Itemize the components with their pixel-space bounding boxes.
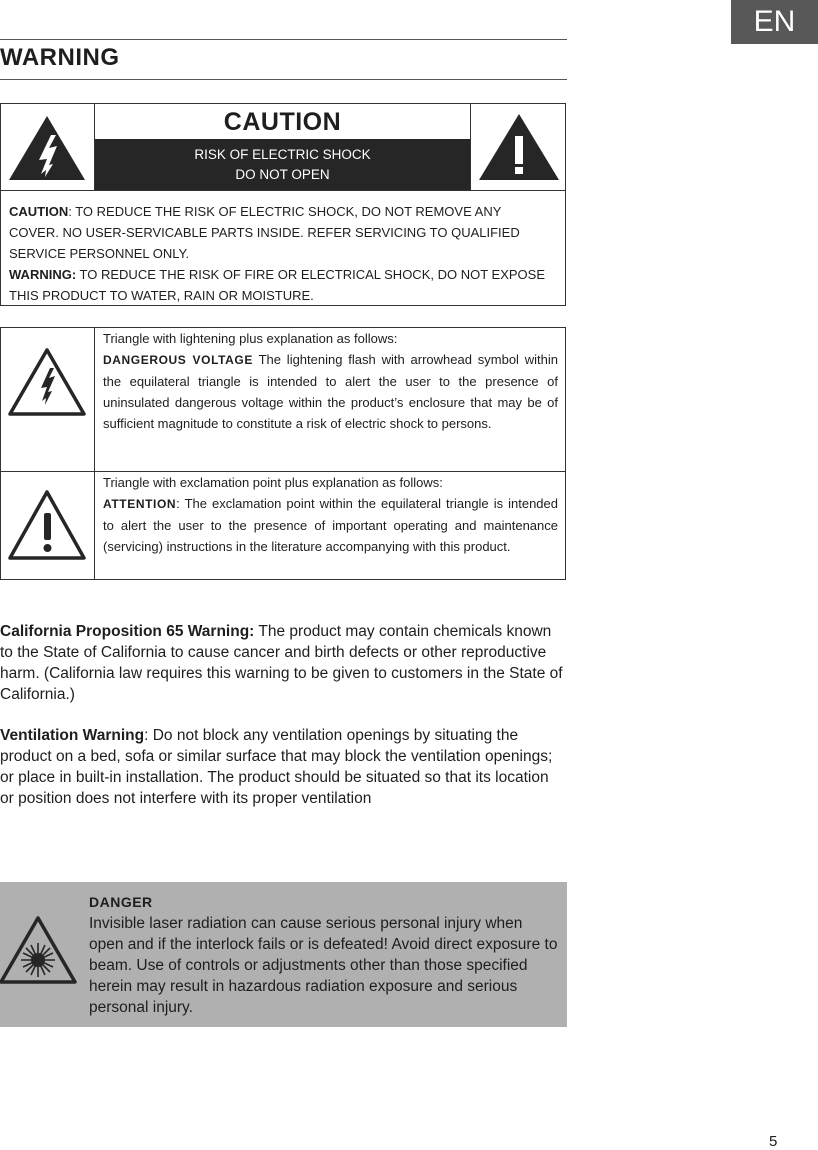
symbol-icon-cell [1,472,95,579]
title-rule-bottom [0,79,567,80]
symbol-table [0,327,566,580]
warning-message: TO REDUCE THE RISK OF FIRE OR ELECTRICAL SHOCK, DO NOT EXPOSE THIS PRODUCT TO WATER, RAIN OR MOISTURE. [9,267,545,303]
caution-heading: CAUTION [223,108,342,136]
caution-subheading-line2: DO NOT OPEN [235,167,330,182]
lightning-triangle-icon [1,328,94,471]
symbol-text-voltage [103,328,558,434]
exclamation-triangle-icon [471,104,566,190]
symbol-label: DANGEROUS VOLTAGE [103,353,253,367]
symbol-row-attention [1,472,565,579]
danger-title: DANGER [89,894,153,910]
ventilation-text: : Do not block any ventilation openings by situating the product on a bed, sofa or similar surface that may block the ventilation openings; or place in built-in installation. The product should be situated so that its location or position does not interfere with its proper ventilation [0,727,553,807]
lightning-triangle-icon [1,104,94,190]
caution-subheading [95,139,470,190]
danger-message: Invisible laser radiation can cause serious personal injury when open and if the interlock fails or is defeated! Avoid direct exposure to beam. Use of controls or adjustments other than those specified herein may result in hazardous radiation exposure and serious personal injury. [89,915,558,1016]
caution-box [0,103,566,306]
symbol-description: : The exclamation point within the equilateral triangle is intended to alert the user to the presence of important operating and maintenance (servicing) instructions in the literature accompanying with this product. [103,496,558,554]
prop65-warning [0,621,565,705]
danger-box [0,882,567,1027]
caution-subheading-line1: RISK OF ELECTRIC SHOCK [194,147,371,162]
prop65-label: California Proposition 65 Warning: [0,623,255,640]
ventilation-warning [0,725,565,809]
symbol-text-attention [103,472,558,557]
caution-right-icon-cell [470,104,566,190]
language-tab: EN [731,0,818,44]
caution-text [9,201,554,306]
symbol-intro: Triangle with exclamation point plus explanation as follows: [103,475,443,490]
warning-label: WARNING: [9,267,77,282]
title-rule-top [0,39,567,40]
page-number: 5 [769,1133,778,1150]
symbol-intro: Triangle with lightening plus explanation as follows: [103,331,398,346]
caution-message: : TO REDUCE THE RISK OF ELECTRIC SHOCK, DO NOT REMOVE ANY COVER. NO USER-SERVICABLE PARTS INSIDE. REFER SERVICING TO QUALIFIED SERVICE PERSONNEL ONLY. [9,204,520,261]
danger-text [89,892,559,1018]
symbol-description: The lightening flash with arrowhead symbol within the equilateral triangle is intended to alert the user to the presence of uninsulated dangerous voltage within the product’s enclosure that may be of sufficient magnitude to constitute a risk of electric shock to persons. [103,352,558,431]
ventilation-label: Ventilation Warning [0,727,145,744]
laser-warning-icon [0,912,78,990]
prop65-text: The product may contain chemicals known to the State of California to cause cancer and birth defects or other reproductive harm. (California law requires this warning to be given to customers in the State of California.) [0,623,563,703]
symbol-icon-cell [1,328,95,471]
symbol-row-voltage [1,328,565,472]
caution-label: CAUTION [9,204,69,219]
symbol-label: ATTENTION [103,497,177,511]
caution-body [1,190,565,306]
section-title: WARNING [0,44,120,71]
exclamation-triangle-icon [1,472,94,579]
caution-left-icon-cell [1,104,95,190]
